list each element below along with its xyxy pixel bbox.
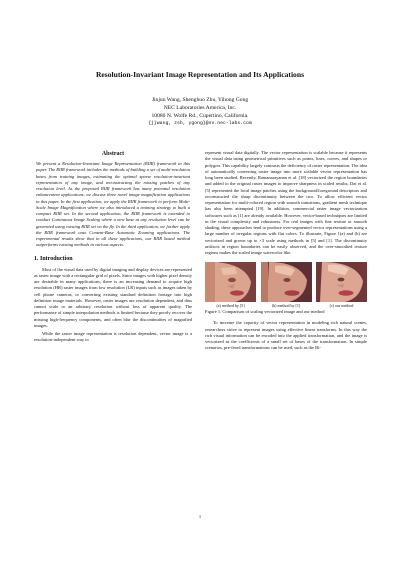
right-paragraph-1: represent visual data digitally. The vector representation is scalable because it represents the visual data using geometrical primitives such as points, lines, curves, and shapes or polygon. This capability largely contrasts the deficiency of raster representation. The idea of automatically converting raster image into more scalable vector representation has long been studied. Recently, Ramanarayanan et al. [18] vectorized the region boundaries and added to the original raster images to improve sharpness in scaled results; Dai et al. [5] represented the local image patches using the background/foreground descriptors and reconstructed the sharp discontinuity between the two. To allow efficient vector representation for multi-colored region with smooth transitions, gradient mesh technique has also been attempted [19]. In addition, commercial raster image vectorization softwares such as [1] are already available. However, vector-based techniques are limited in the visual complexity and robustness. For real images with fine texture or smooth shading, these approaches tend to produce over-segmented vector representations using a large number of irregular regions with flat colors. To illustrate, Figure 1(a) and (b) are vectorized and grown up to ×3 scale using methods in [5] and [1]. The discontinuity artifacts in region boundaries can be easily observed, and the over-smoothed texture regions makes the scaled image watercolor like.	[205, 150, 367, 255]
address: 10080 N. Wolfe Rd., Cupertino, California.	[151, 113, 249, 119]
figure-image-a	[205, 262, 256, 302]
face-image-a	[205, 262, 256, 302]
affiliation: NEC Laboratories America, Inc.	[163, 105, 237, 111]
right-paragraph-2: To increase the capacity of vector representation in modeling rich natural scenes, researchers strive to represent images using effective linear transforms. In this way the rich visual information can be encoded into the applied transformation, and the image is vectorized as the coefficients of a small set of bases of the transformation. In simple scenarios, pre-fixed transformations can be used, such as the Bi-	[205, 320, 367, 351]
figure-1	[205, 262, 367, 315]
left-column	[34, 150, 192, 344]
paper-title: Resolution-Invariant Image Representation and Its Applications	[95, 70, 305, 79]
subcaption-a: (a) method by [5]	[216, 303, 245, 309]
figure-subcaptions	[205, 303, 367, 308]
author-email: {jjwang, zsh, ygong}@sv.nec-labs.com	[148, 121, 252, 126]
subcaption-b: (b) method by [1]	[271, 303, 301, 309]
author-block	[100, 96, 300, 128]
intro-paragraph-1: Most of the visual data used by digital imaging and display devices are represented as raster image with a rectangular grid of pixels. Since images with higher pixel density are desirable in many applications, there is an increasing demand to acquire high resolution (HR) raster images from low resolution (LR) inputs such as images taken by cell phone cameras, or converting existing standard definition footage into high definition image materials. However, raster images are resolution dependent, and thus cannot scale to an arbitrary resolution without loss of apparent quality. The performance of simple interpolation methods is limited because they poorly recover the missing high-frequency components, and often blur the discontinuities of magnified images.	[34, 266, 192, 328]
subcaption-c: (c) our method	[329, 303, 354, 309]
right-column	[205, 150, 367, 352]
abstract-text: We present a Resolution-Invariant Image Representation (RIIR) framework in this paper. The RIIR framework includes the methods of building a set of multi-resolution bases from training images, estimating the optimal sparse resolution-invariant representation of any image, and reconstructing the missing patches of any resolution level. As the proposed RIIR framework has many potential resolution enhancement applications, we discuss three novel image magnification applications in this paper. In the first application, we apply the RIIR framework to perform Multi-Scale Image Magnification where we also introduced a training strategy to built a compact RIIR set. In the second application, the RIIR framework is extended to conduct Continuous Image Scaling where a new base at any resolution level can be generated using existing RIIR set on the fly. In the third application, we further apply the RIIR framework onto Content-Base Automatic Zooming applications. The experimental results show that in all these applications, our RIIR based method outperforms existing methods in various aspects.	[36, 161, 190, 248]
face-image-b	[261, 262, 312, 302]
abstract-heading: Abstract	[101, 151, 125, 157]
figure-image-c	[316, 262, 367, 302]
figure-image-b	[261, 262, 312, 302]
author-names: Jinjun Wang, Shenghuo Zhu, Yihong Gong	[151, 97, 249, 103]
intro-paragraph-2: While the raster image representation is resolution dependent, vector image is a resolution-independent way to	[34, 331, 192, 343]
intro-heading: 1. Introduction	[34, 255, 73, 262]
figure-images	[205, 262, 367, 302]
figure-caption: Figure 1. Comparison of scaling vectorized image and our method	[205, 309, 325, 315]
face-image-c	[316, 262, 367, 302]
page-number: 1	[198, 514, 202, 519]
